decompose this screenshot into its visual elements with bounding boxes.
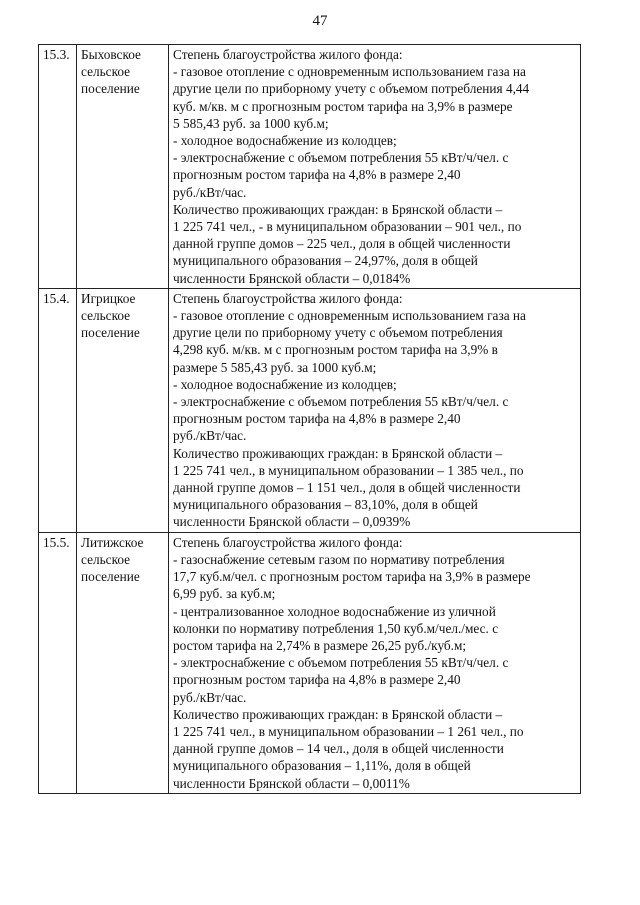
description-line: руб./кВт/час. <box>173 184 247 200</box>
description-line: 4,298 куб. м/кв. м с прогнозным ростом тарифа на 3,9% в <box>173 342 498 358</box>
settlement-name-line: Литижское <box>81 534 144 550</box>
description-line: - электроснабжение с объемом потребления 55 кВт/ч/чел. с <box>173 150 509 166</box>
table-row <box>39 532 581 793</box>
description-line: прогнозным ростом тарифа на 4,8% в размере 2,40 <box>173 411 461 427</box>
description-line: 17,7 куб.м/чел. с прогнозным ростом тарифа на 3,9% в размере <box>173 569 531 585</box>
description-line: другие цели по приборному учету с объемом потребления 4,44 <box>173 81 530 97</box>
description-line: 1 225 741 чел., в муниципальном образовании – 1 385 чел., по <box>173 462 524 478</box>
settlement-name-cell <box>77 288 169 532</box>
description-line: данной группе домов – 1 151 чел., доля в общей численности <box>173 480 521 496</box>
description-line: Количество проживающих граждан: в Брянской области – <box>173 445 503 461</box>
description-line: - газовое отопление с одновременным использованием газа на <box>173 308 526 324</box>
description-line: данной группе домов – 14 чел., доля в общей численности <box>173 741 504 757</box>
description-cell <box>169 532 581 793</box>
description-line: численности Брянской области – 0,0184% <box>173 270 411 286</box>
description-line: куб. м/кв. м с прогнозным ростом тарифа на 3,9% в размере <box>173 98 513 114</box>
description-line: колонки по нормативу потребления 1,50 куб.м/чел./мес. с <box>173 620 499 636</box>
description-line: размере 5 585,43 руб. за 1000 куб.м; <box>173 359 377 375</box>
description-line: численности Брянской области – 0,0011% <box>173 775 410 791</box>
description-line: - электроснабжение с объемом потребления 55 кВт/ч/чел. с <box>173 655 509 671</box>
settlements-table <box>38 44 581 794</box>
settlement-name-line: поселение <box>81 81 140 97</box>
row-number-cell: 15.4. <box>39 288 77 532</box>
description-line: численности Брянской области – 0,0939% <box>173 514 411 530</box>
description-line: муниципального образования – 24,97%, доля в общей <box>173 253 478 269</box>
page-number: 47 <box>312 13 328 29</box>
description-line: прогнозным ростом тарифа на 4,8% в размере 2,40 <box>173 672 461 688</box>
description-line: другие цели по приборному учету с объемом потребления <box>173 325 503 341</box>
settlement-name-line: сельское <box>81 64 131 80</box>
description-line: муниципального образования – 83,10%, доля в общей <box>173 497 478 513</box>
description-line: Степень благоустройства жилого фонда: <box>173 534 403 550</box>
description-line: 1 225 741 чел., - в муниципальном образовании – 901 чел., по <box>173 219 522 235</box>
settlement-name-line: сельское <box>81 551 131 567</box>
description-line: руб./кВт/час. <box>173 689 247 705</box>
settlement-name-line: поселение <box>81 325 140 341</box>
description-line: руб./кВт/час. <box>173 428 247 444</box>
description-line: - централизованное холодное водоснабжение из уличной <box>173 603 496 619</box>
settlement-name-line: Игрицкое <box>81 290 136 306</box>
settlement-name-line: поселение <box>81 569 140 585</box>
description-line: - газоснабжение сетевым газом по нормативу потребления <box>173 551 505 567</box>
description-line: Количество проживающих граждан: в Брянской области – <box>173 201 503 217</box>
settlement-name-cell <box>77 45 169 289</box>
row-number-cell: 15.3. <box>39 45 77 289</box>
description-line: ростом тарифа на 2,74% в размере 26,25 руб./куб.м; <box>173 637 467 653</box>
table-row <box>39 45 581 289</box>
settlement-name-line: сельское <box>81 308 131 324</box>
description-line: - холодное водоснабжение из колодцев; <box>173 133 397 149</box>
settlement-name-cell <box>77 532 169 793</box>
settlement-name-line: Быховское <box>81 47 141 62</box>
description-cell <box>169 45 581 289</box>
description-line: Степень благоустройства жилого фонда: <box>173 290 403 306</box>
description-line: - газовое отопление с одновременным использованием газа на <box>173 64 526 80</box>
table-body <box>39 45 581 794</box>
description-cell <box>169 288 581 532</box>
description-line: прогнозным ростом тарифа на 4,8% в размере 2,40 <box>173 167 461 183</box>
row-number-cell: 15.5. <box>39 532 77 793</box>
description-line: 6,99 руб. за куб.м; <box>173 586 276 602</box>
description-line: муниципального образования – 1,11%, доля в общей <box>173 758 471 774</box>
description-line: 1 225 741 чел., в муниципальном образовании – 1 261 чел., по <box>173 723 524 739</box>
description-line: данной группе домов – 225 чел., доля в общей численности <box>173 236 511 252</box>
description-line: Количество проживающих граждан: в Брянской области – <box>173 706 503 722</box>
description-line: - холодное водоснабжение из колодцев; <box>173 376 397 392</box>
table-row <box>39 288 581 532</box>
description-line: 5 585,43 руб. за 1000 куб.м; <box>173 115 329 131</box>
description-line: - электроснабжение с объемом потребления 55 кВт/ч/чел. с <box>173 394 509 410</box>
description-line: Степень благоустройства жилого фонда: <box>173 47 403 62</box>
